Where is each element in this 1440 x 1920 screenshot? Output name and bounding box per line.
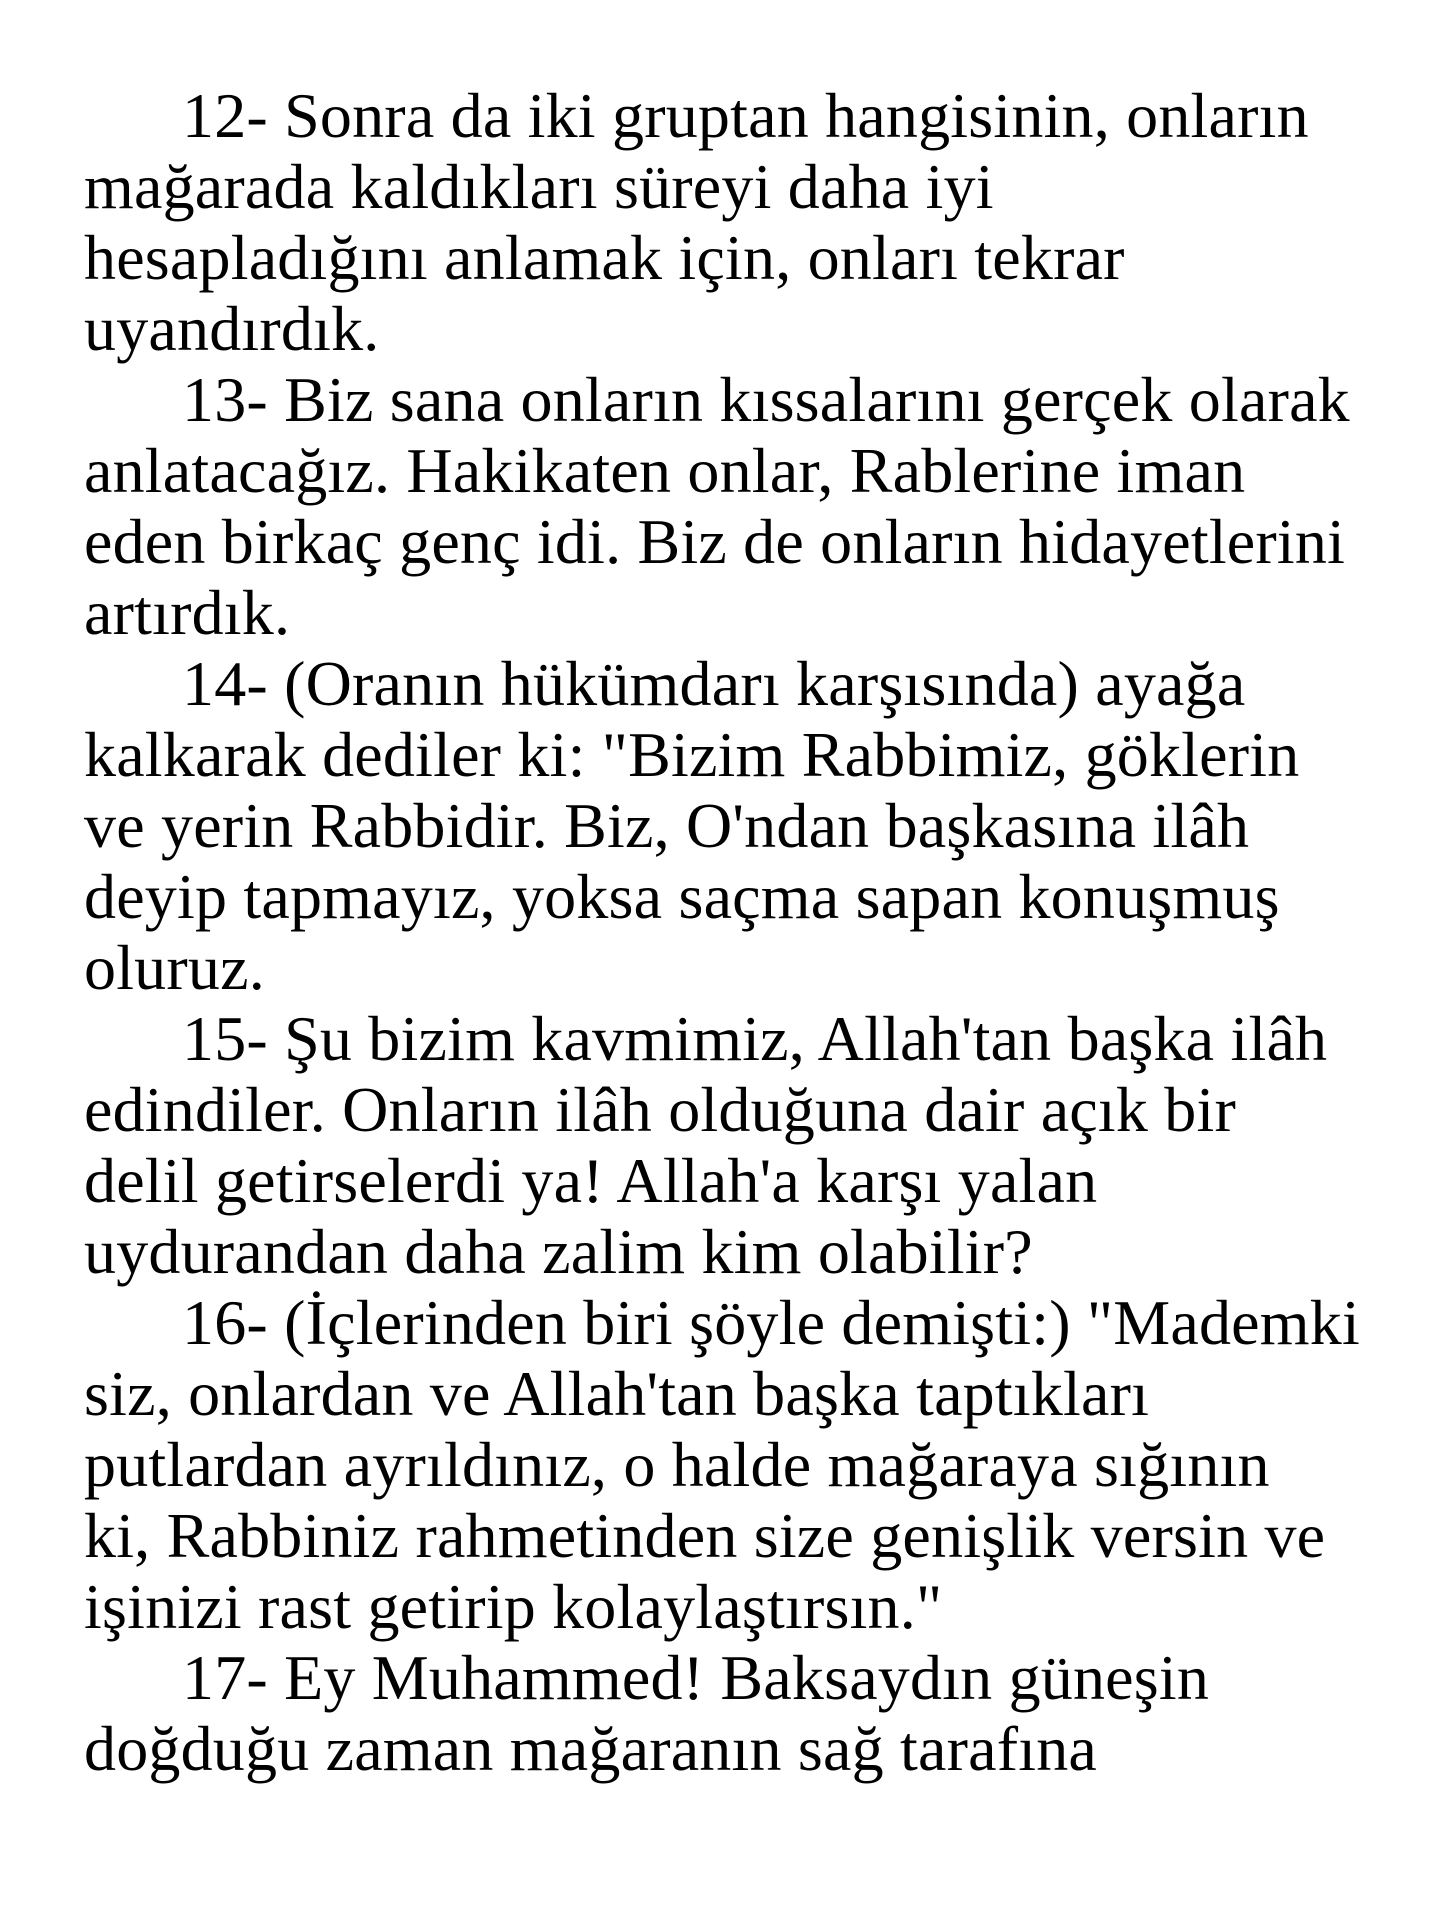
verse-line: deyip tapmayız, yoksa saçma sapan konuşmuş bbox=[84, 861, 1280, 932]
document-page bbox=[84, 80, 1384, 1784]
verse-line: 17- Ey Muhammed! Baksaydın güneşin bbox=[182, 1642, 1210, 1713]
verse-line: artırdık. bbox=[84, 577, 291, 648]
verse-line: eden birkaç genç idi. Biz de onların hidayetlerini bbox=[84, 506, 1346, 577]
verse-line: 13- Biz sana onların kıssalarını gerçek olarak bbox=[182, 364, 1350, 435]
verse-line: anlatacağız. Hakikaten onlar, Rablerine iman bbox=[84, 435, 1246, 506]
verse-line: edindiler. Onların ilâh olduğuna dair açık bir bbox=[84, 1074, 1236, 1145]
verse-line: 12- Sonra da iki gruptan hangisinin, onların bbox=[182, 80, 1309, 151]
verse-17 bbox=[84, 1642, 1384, 1784]
verse-line: hesapladığını anlamak için, onları tekrar bbox=[84, 222, 1125, 293]
verse-line: siz, onlardan ve Allah'tan başka taptıkları bbox=[84, 1358, 1150, 1429]
verse-line: delil getirselerdi ya! Allah'a karşı yalan bbox=[84, 1145, 1098, 1216]
verse-15 bbox=[84, 1003, 1384, 1287]
verse-line: putlardan ayrıldınız, o halde mağaraya sığının bbox=[84, 1429, 1270, 1500]
verse-line: oluruz. bbox=[84, 932, 265, 1003]
verse-line: 16- (İçlerinden biri şöyle demişti:) "Mademki bbox=[182, 1287, 1360, 1358]
verse-16 bbox=[84, 1287, 1384, 1642]
verse-line: ki, Rabbiniz rahmetinden size genişlik versin ve bbox=[84, 1500, 1326, 1571]
verse-line: doğduğu zaman mağaranın sağ tarafına bbox=[84, 1713, 1098, 1784]
verse-14 bbox=[84, 648, 1384, 1003]
verse-line: ve yerin Rabbidir. Biz, O'ndan başkasına ilâh bbox=[84, 790, 1250, 861]
verse-line: işinizi rast getirip kolaylaştırsın." bbox=[84, 1571, 943, 1642]
verse-line: 15- Şu bizim kavmimiz, Allah'tan başka ilâh bbox=[182, 1003, 1328, 1074]
verse-13 bbox=[84, 364, 1384, 648]
verse-line: uyandırdık. bbox=[84, 293, 380, 364]
verse-12 bbox=[84, 80, 1384, 364]
verse-line: 14- (Oranın hükümdarı karşısında) ayağa bbox=[182, 648, 1246, 719]
verse-line: mağarada kaldıkları süreyi daha iyi bbox=[84, 151, 994, 222]
verse-line: uydurandan daha zalim kim olabilir? bbox=[84, 1216, 1033, 1287]
verse-line: kalkarak dediler ki: "Bizim Rabbimiz, göklerin bbox=[84, 719, 1300, 790]
